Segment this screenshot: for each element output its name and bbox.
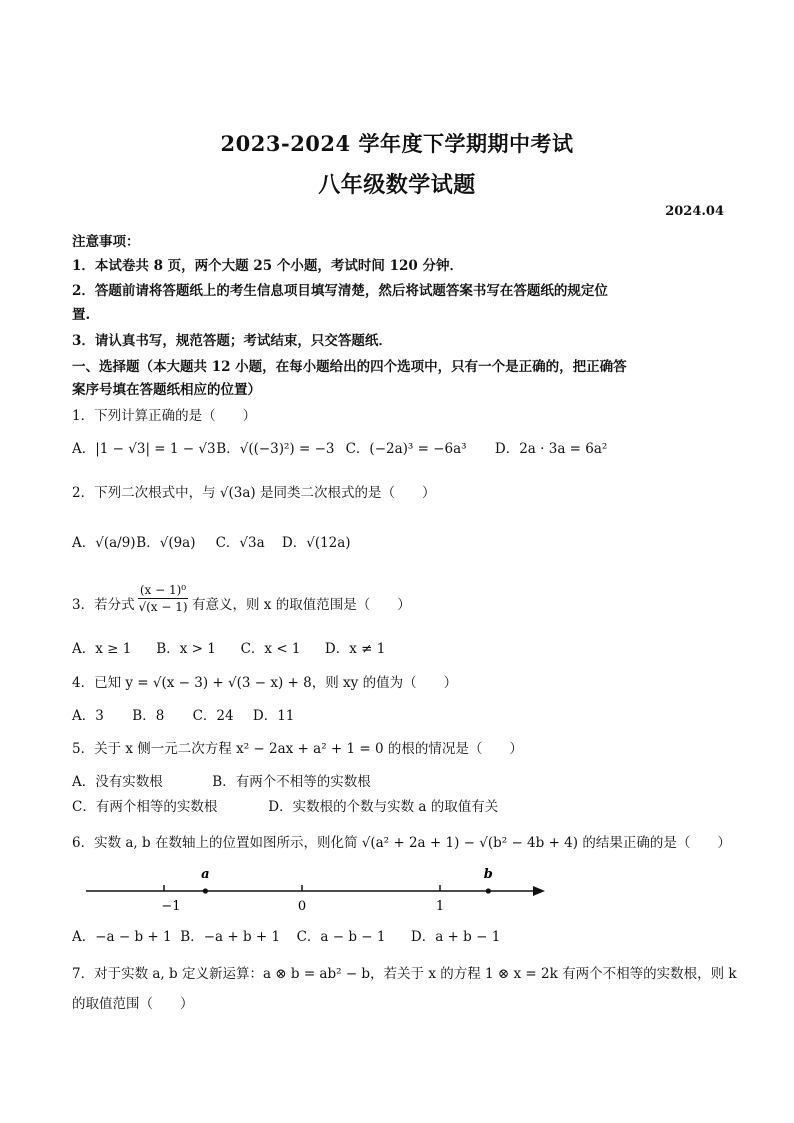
note-1: 1．本试卷共 8 页，两个大题 25 个小题，考试时间 120 分钟． [72,258,463,274]
note-3: 3．请认真书写，规范答题；考试结束，只交答题纸． [72,333,392,349]
q1-stem: 1．下列计算正确的是（ ） [72,408,257,424]
q5-stem: 5．关于 x 侧一元二次方程 x² − 2ax + a² + 1 = 0 的根的情况是（ ） [72,741,523,757]
q4-option-d: D．11 [252,708,295,724]
q3-stem-pre: 3．若分式 [72,597,135,613]
q3-option-d: D．x ≠ 1 [324,641,386,657]
q5-option-c: C．有两个相等的实数根 [72,799,218,815]
number-line-arrow [533,886,545,896]
q3-denominator: √(x − 1) [138,600,188,614]
q7-stem-cont: 的取值范围（ ） [72,996,194,1012]
exam-date: 2024.04 [665,204,724,219]
label-a: a [201,867,210,882]
q2-option-b: B．√(9a) [136,535,196,551]
q3-stem-post: 有意义，则 x 的取值范围是（ ） [192,597,411,613]
q3-option-b: B．x > 1 [156,641,216,657]
label-zero: 0 [297,899,307,912]
q2-option-a: A．√(a/9) [72,535,136,551]
section1-heading: 一、选择题（本大题共 12 小题，在每小题给出的四个选项中，只有一个是正确的，把正确答 [72,359,627,375]
q6-option-d: D．a + b − 1 [410,929,501,945]
q4-option-b: B．8 [132,708,165,724]
q3-options [72,637,732,657]
q2-stem: 2．下列二次根式中，与 √(3a) 是同类二次根式的是（ ） [72,485,436,501]
q4-option-c: C．24 [192,708,234,724]
q6-options [72,925,732,945]
label-neg1: −1 [161,899,181,912]
q3-stem [72,583,732,623]
section1-heading-cont: 案序号填在答题纸相应的位置） [72,382,261,398]
q6-stem: 6．实数 a, b 在数轴上的位置如图所示，则化简 √(a² + 2a + 1) − √(b² − 4b + 4) 的结果正确的是（ ） [72,835,731,851]
q7-stem: 7．对于实数 a, b 定义新运算：a ⊗ b = ab² − b，若关于 x 的方程 1 ⊗ x = 2k 有两个不相等的实数根，则 k [72,966,737,982]
q1-option-d: D．2a · 3a = 6a² [494,441,608,457]
q2-options [72,531,732,551]
q1-option-c: C．(−2a)³ = −6a³ [345,441,467,457]
q4-options [72,704,732,724]
number-line-figure [80,862,550,912]
q2-option-d: D．√(12a) [281,535,351,551]
exam-title: 2023-2024 学年度下学期期中考试 [220,131,574,156]
exam-subtitle: 八年级数学试题 [318,172,476,198]
q5-option-d: D．实数根的个数与实数 a 的取值有关 [268,799,499,815]
point-b [486,888,491,893]
q3-option-a: A．x ≥ 1 [72,641,132,657]
q5-options-row2 [72,795,732,815]
q1-options [72,437,732,457]
notes-heading: 注意事项： [72,234,140,250]
q3-fraction [138,583,188,614]
q5-options-row1 [72,770,732,790]
q5-option-a: A．没有实数根 [72,774,163,790]
label-b: b [483,867,493,882]
q6-option-c: C．a − b − 1 [296,929,386,945]
q4-option-a: A．3 [72,708,104,724]
q6-option-b: B．−a + b + 1 [180,929,281,945]
q5-option-b: B．有两个不相等的实数根 [212,774,371,790]
point-a [203,888,208,893]
q1-option-a: A．|1 − √3| = 1 − √3 [72,441,216,457]
q3-option-c: C．x < 1 [240,641,301,657]
q2-option-c: C．√3a [215,535,265,551]
note-2-cont: 置. [72,307,91,323]
q6-option-a: A．−a − b + 1 [72,929,172,945]
q4-stem: 4．已知 y = √(x − 3) + √(3 − x) + 8，则 xy 的值为（ ） [72,675,458,691]
note-2: 2．答题前请将答题纸上的考生信息项目填写清楚，然后将试题答案书写在答题纸的规定位 [72,283,608,299]
label-one: 1 [435,899,445,912]
q1-option-b: B．√((−3)²) = −3 [216,441,335,457]
q3-numerator: (x − 1)⁰ [139,583,187,597]
